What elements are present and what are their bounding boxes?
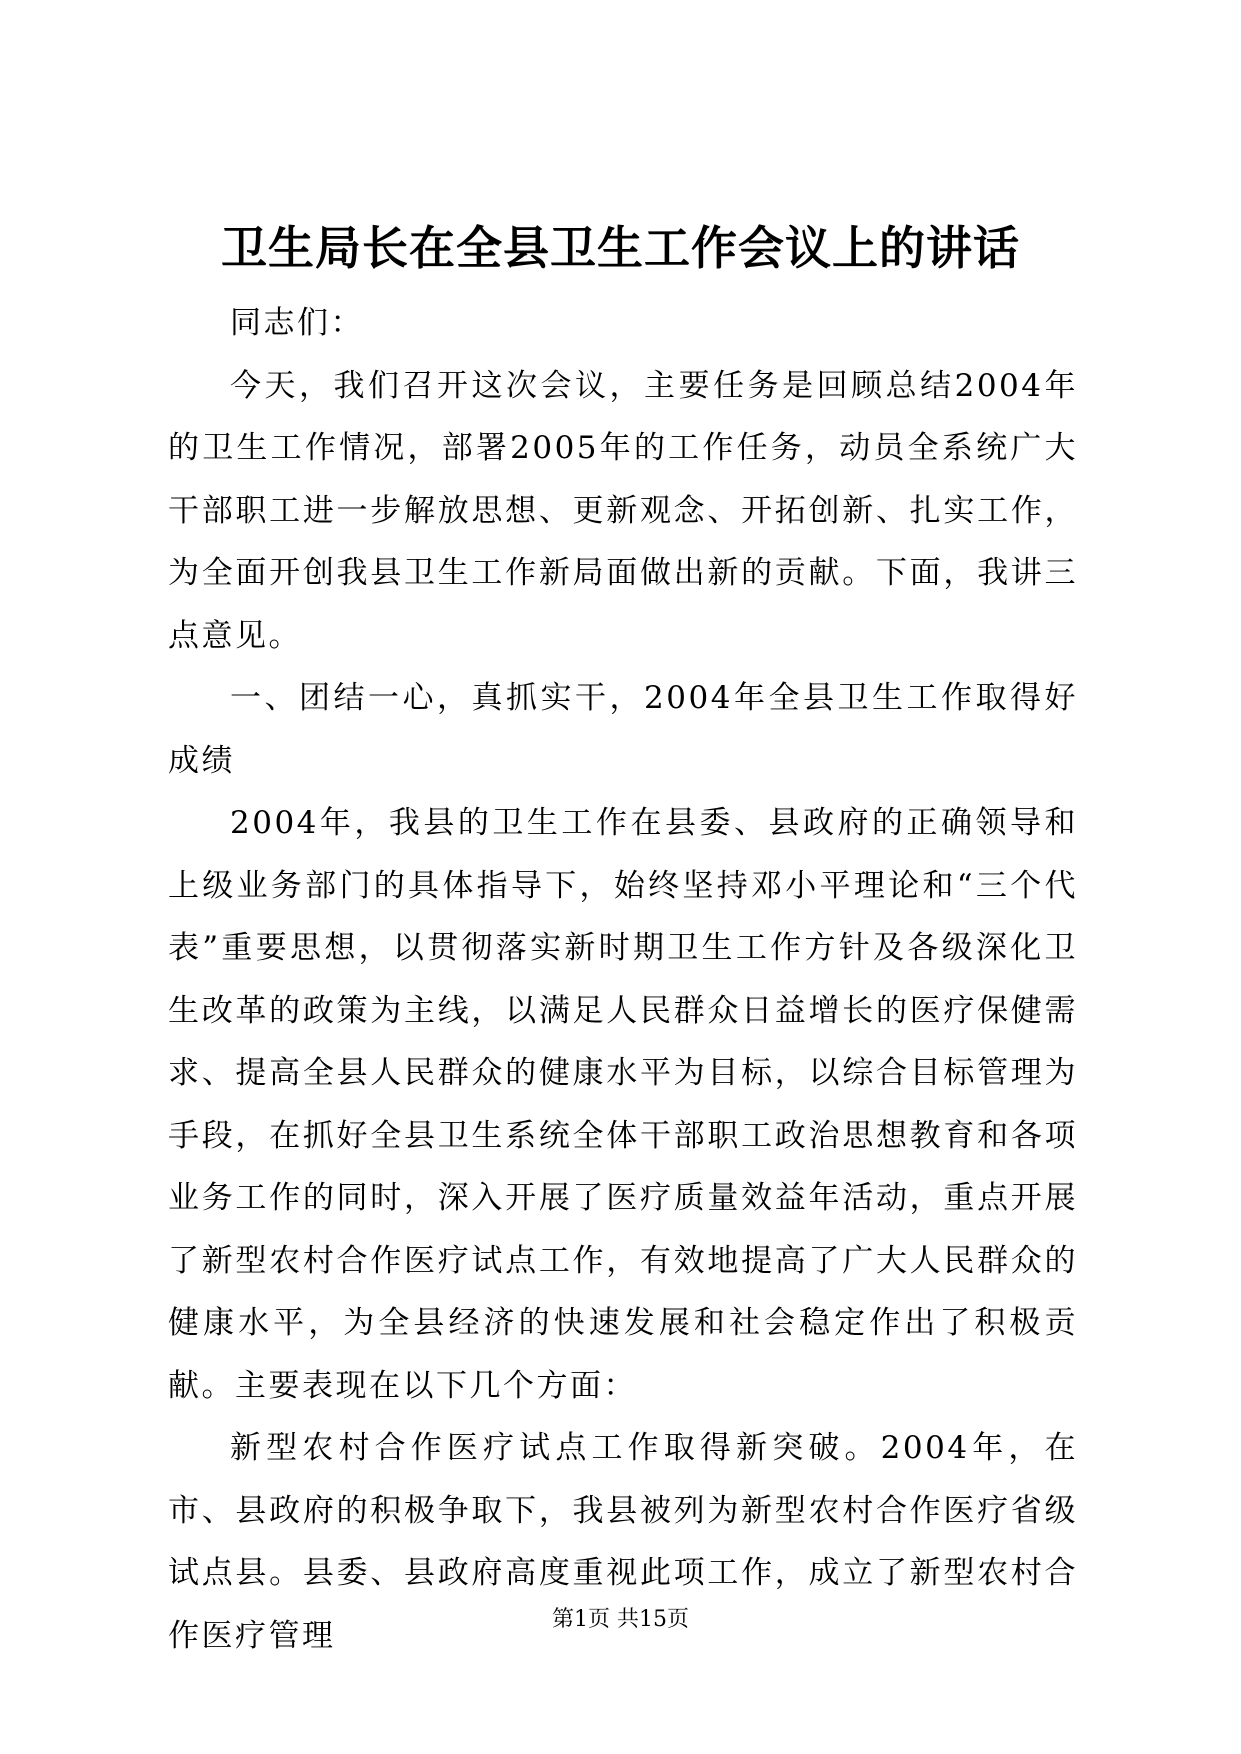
body-paragraph: 2004年，我县的卫生工作在县委、县政府的正确领导和上级业务部门的具体指导下，始终坚持邓小平理论和“三个代表”重要思想，以贯彻落实新时期卫生工作方针及各级深化卫生改革的政策为主线，以满足人民群众日益增长的医疗保健需求、提高全县人民群众的健康水平为目标，以综合目标管理为手段，在抓好全县卫生系统全体干部职工政治思想教育和各项业务工作的同时，深入开展了医疗质量效益年活动，重点开展了新型农村合作医疗试点工作，有效地提高了广大人民群众的健康水平，为全县经济的快速发展和社会稳定作出了积极贡献。主要表现在以下几个方面： [168, 805, 1078, 1404]
intro-paragraph: 今天，我们召开这次会议，主要任务是回顾总结2004年的卫生工作情况，部署2005年的工作任务，动员全系统广大干部职工进一步解放思想、更新观念、开拓创新、扎实工作，为全面开创我县卫生工作新局面做出新的贡献。下面，我讲三点意见。 [168, 367, 1078, 654]
page-number-footer: 第1页 共15页 [552, 1607, 689, 1632]
section-heading-1: 一、团结一心，真抓实干，2004年全县卫生工作取得好成绩 [168, 680, 1078, 779]
document-title: 卫生局长在全县卫生工作会议上的讲话 [221, 221, 1020, 275]
salutation-paragraph: 同志们： [230, 305, 364, 341]
body-paragraph: 新型农村合作医疗试点工作取得新突破。2004年，在市、县政府的积极争取下，我县被列为新型农村合作医疗省级试点县。县委、县政府高度重视此项工作，成立了新型农村合作医疗管理 [168, 1430, 1078, 1654]
document-body [168, 292, 1078, 1667]
